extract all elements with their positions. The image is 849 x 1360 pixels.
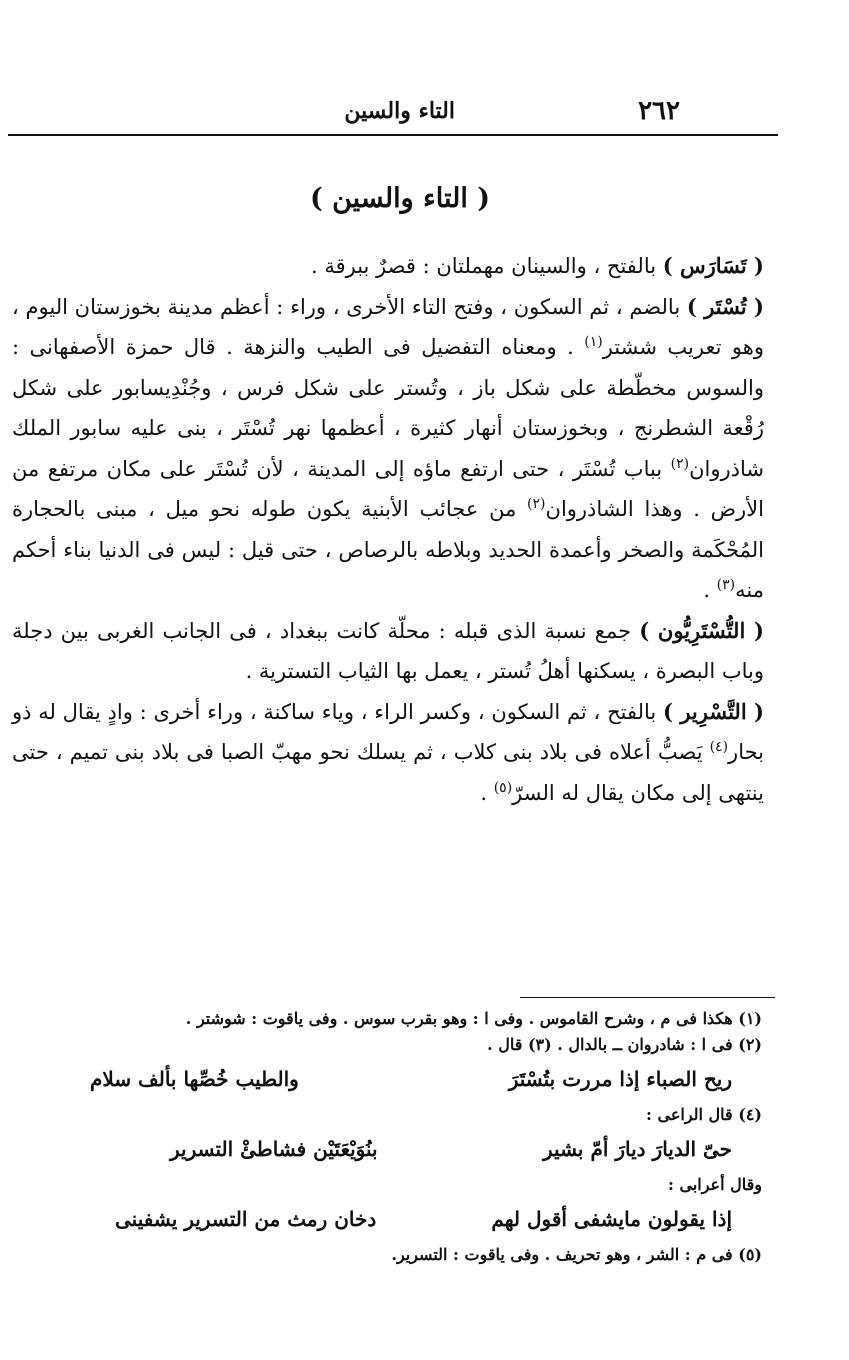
footnote-reference: (٢) (670, 455, 690, 472)
entry-tustar (12, 287, 764, 611)
entry-headword: ( تُسْتَر ) (686, 293, 764, 319)
page-number: ٢٦٢ (638, 96, 680, 126)
footnotes (40, 1006, 762, 1268)
running-header (10, 96, 780, 136)
footnote-4-continued: وقال أعرابى : (668, 1175, 762, 1194)
verse-second-hemistich: والطيب خُصِّها بألف سلام (90, 1067, 299, 1091)
main-text (12, 246, 764, 813)
entry-body: بباب تُسْتَر ، حتى ارتفع ماؤه إلى المدينة ، لأن تُسْتَر على مكان مرتفع من الأرض . وهذا الشاذروان (12, 456, 764, 521)
footnote-4: (٤) قال الراعى : (646, 1105, 762, 1124)
entry-headword: ( تَسَارَس ) (662, 253, 764, 278)
entry-body: بالضم ، ثم السكون ، وفتح التاء الأخرى ، وراء : أعظم مدينة بخوزستان اليوم ، وهو تعريب ششتر (12, 294, 764, 359)
entry-body: . (480, 780, 494, 805)
verse-second-hemistich: دخان رمث من التسرير يشفينى (115, 1207, 377, 1231)
footnote-divider (520, 997, 775, 998)
verse-line (40, 1204, 762, 1234)
entry-body: بالفتح ، والسينان مهملتان : قصرٌ ببرقة . (310, 254, 663, 278)
entry-body: من عجائب الأبنية يكون طوله نحو ميل ، مبنى بالحجارة المُحْكَمة والصخر وأعمدة الحديد وبلاطه بالرصاص ، حتى قيل : ليس فى الدنيا بناء أحكم منه (12, 497, 764, 602)
footnote-reference: (١) (584, 334, 603, 350)
entry-body: . (703, 578, 717, 602)
header-divider (8, 134, 778, 136)
entry-body: . ومعناه التفضيل فى الطيب والنزهة . قال حمزة الأصفهانى : والسوس مخطّطة على شكل باز ، وتُستر على شكل فرس ، وجُنْدِيسابور على شكل رُقْعة الشطرنج ، وبخوزستان أنهار كثيرة ، أعظمها نهر تُسْتَر ، بنى عليه سابور الملك شاذروان (12, 335, 764, 481)
verse-first-hemistich: إذا يقولون مايشفى أقول لهم (491, 1207, 732, 1231)
verse-second-hemistich: بنُوَيْعَتَيْن فشاطئْ التسرير (170, 1137, 378, 1161)
entry-headword: ( التُّسْتَرِيُّون ) (639, 617, 764, 643)
entry-tasrir (12, 692, 764, 814)
footnote-5: (٥) فى م : الشر ، وهو تحريف . وفى ياقوت : التسرير. (391, 1245, 762, 1264)
footnote-reference: (٥) (493, 779, 513, 796)
footnote-reference: (٢) (527, 496, 546, 512)
verse-first-hemistich: حىّ الديارَ ديارَ أمّ بشير (543, 1137, 732, 1161)
running-title: التاء والسين (344, 98, 455, 124)
entry-body: يَصبُّ أعلاه فى بلاد بنى كلاب ، ثم يسلك نحو مهبّ الصبا فى بلاد بنى تميم ، حتى ينتهى إلى مكان يقال له السرّ (12, 740, 764, 805)
entry-body: بالفتح ، ثم السكون ، وكسر الراء ، وياء ساكنة ، وراء أخرى : وادٍ يقال له ذو بحار (12, 699, 764, 764)
footnote-2-3: (٢) فى ا : شادروان ــ بالدال . (٣) قال . (487, 1035, 762, 1054)
footnote-reference: (٤) (709, 739, 729, 755)
footnote-reference: (٣) (716, 577, 736, 593)
entry-headword: ( التَّسْرِير ) (663, 698, 764, 724)
section-heading: ( التاء والسين ) (309, 183, 491, 214)
verse-first-hemistich: ريح الصباء إذا مررت بتُسْتَرَ (508, 1067, 732, 1091)
verse-line (40, 1064, 762, 1094)
entry-body: جمع نسبة الذى قبله : محلّة كانت ببغداد ، فى الجانب الغربى بين دجلة وباب البصرة ، يسكنها أهلُ تُستر ، يعمل بها الثياب التسترية . (12, 618, 764, 683)
footnote-1: (١) هكذا فى م ، وشرح القاموس . وفى ا : وهو بقرب سوس . وفى ياقوت : شوشتر . (185, 1009, 762, 1028)
verse-line (40, 1134, 762, 1164)
entry-tustariyyun (12, 611, 764, 692)
entry-tasaras (12, 246, 764, 287)
